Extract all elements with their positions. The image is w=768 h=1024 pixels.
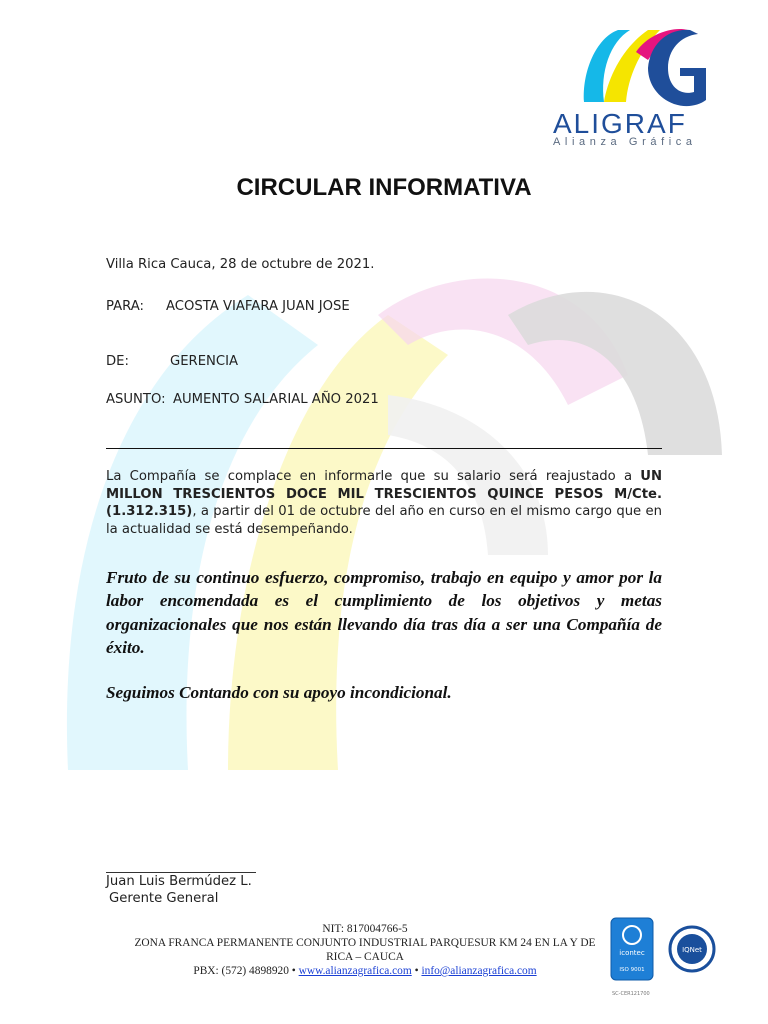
motivational-quote: Fruto de su continuo esfuerzo, compromiso, trabajo en equipo y amor por la labor encomendada es el cumplimiento de los objetivos y metas organizacionales que nos están llevando día tras día a ser una Compañía de éxito. xyxy=(106,568,662,658)
footer-pbx: PBX: (572) 4898920 • xyxy=(193,965,296,977)
footer-contact xyxy=(100,964,630,978)
logo-name: ALIGRAF xyxy=(553,108,687,139)
signer-name: Juan Luis Bermúdez L. xyxy=(106,874,252,889)
icontec-label: icontec xyxy=(619,949,645,957)
icontec-icon xyxy=(610,917,654,981)
logo-tagline: Alianza Gráfica xyxy=(553,136,697,148)
iso-label: ISO 9001 xyxy=(619,967,645,973)
divider xyxy=(106,448,662,449)
salary-amount: UN MILLON TRESCIENTOS DOCE MIL TRESCIENTOS QUINCE PESOS M/Cte. (1.312.315) xyxy=(106,469,662,519)
website-link[interactable]: www.alianzagrafica.com xyxy=(298,965,412,977)
email-link[interactable]: info@alianzagrafica.com xyxy=(421,965,537,977)
para-label: PARA: xyxy=(106,299,144,314)
footer-address-2: RICA – CAUCA xyxy=(326,951,404,963)
document-title: CIRCULAR INFORMATIVA xyxy=(236,174,532,201)
para-value: ACOSTA VIAFARA JUAN JOSE xyxy=(166,299,350,314)
iqnet-badge xyxy=(668,925,716,973)
closing-line: Seguimos Contando con su apoyo incondicional. xyxy=(106,683,452,702)
signer-role: Gerente General xyxy=(109,891,219,906)
de-label: DE: xyxy=(106,354,129,369)
body-part2: , a partir del 01 de octubre del año en curso en el mismo cargo que en la actualidad se está desempeñando. xyxy=(106,504,662,537)
footer-address-1: ZONA FRANCA PERMANENTE CONJUNTO INDUSTRIAL PARQUESUR KM 24 EN LA Y DE xyxy=(134,937,596,949)
body-paragraph xyxy=(106,468,662,538)
iqnet-icon xyxy=(668,925,716,973)
cert-code: SC-CER121700 xyxy=(612,991,650,997)
icontec-badge xyxy=(610,917,654,981)
asunto-value: AUMENTO SALARIAL AÑO 2021 xyxy=(173,392,379,407)
body-part1: La Compañía se complace en informarle que su salario será reajustado a xyxy=(106,469,641,484)
footer-nit: NIT: 817004766-5 xyxy=(322,923,408,935)
place-date: Villa Rica Cauca, 28 de octubre de 2021. xyxy=(106,257,375,272)
signature-line xyxy=(106,872,256,873)
iqnet-label: IQNet xyxy=(682,946,702,954)
footer-sep: • xyxy=(414,965,419,977)
de-value: GERENCIA xyxy=(170,354,239,369)
asunto-label: ASUNTO: xyxy=(106,392,166,407)
